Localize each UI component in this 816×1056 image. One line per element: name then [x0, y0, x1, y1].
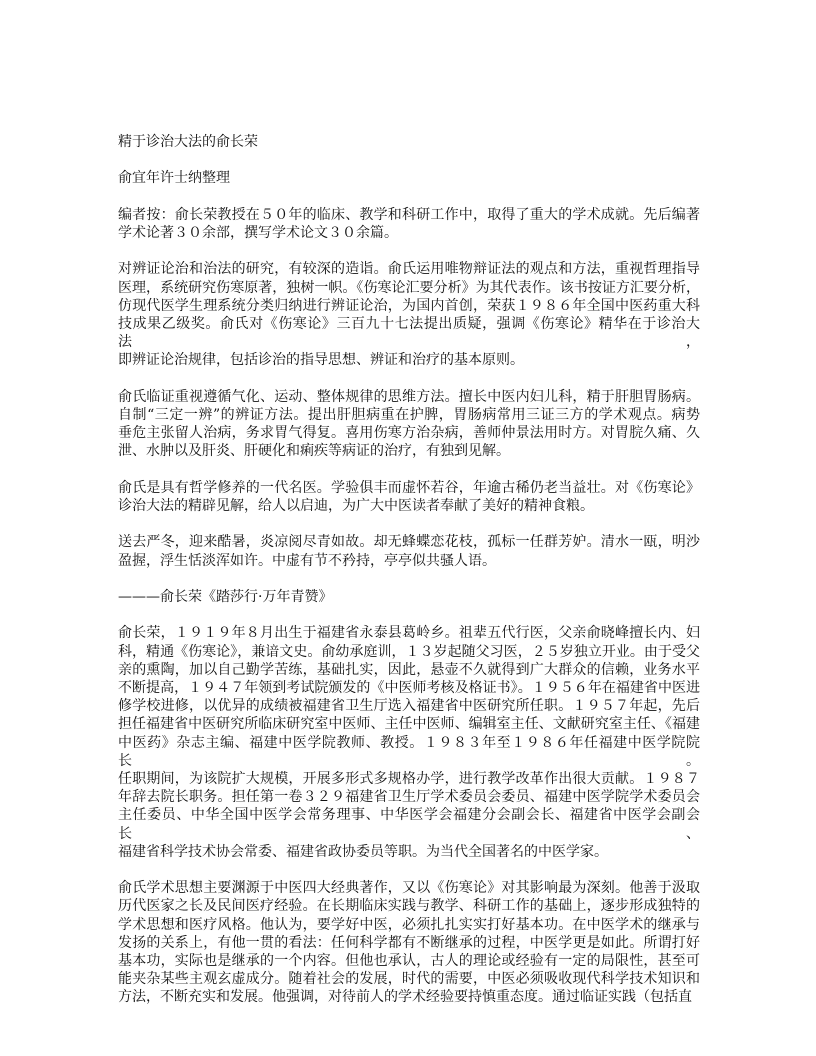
text-line: 俞氏是具有哲学修养的一代名医。学验俱丰而虚怀若谷，年逾古稀仍老当益壮。对《伤寒论》	[118, 479, 700, 496]
text-line: 历代医家之长及民间医疗经验。在长期临床实践与教学、科研工作的基础上，逐步形成独特的	[118, 898, 700, 915]
paragraph	[118, 260, 700, 369]
text-line: 俞氏学术思想主要渊源于中医四大经典著作，又以《伤寒论》对其影响最为深刻。他善于汲取	[118, 880, 700, 897]
text-line: 主任委员、中华全国中医学会常务理事、中华医学会福建分会副会长、福建省中医学会副会长、	[118, 807, 700, 842]
text-line: 送去严冬，迎来酷暑，炎凉阅尽青如故。却无蜂蝶恋花枝，孤标一任群芳妒。清水一瓯，明沙	[118, 534, 700, 551]
text-line: 学术思想和医疗风格。他认为，要学好中医，必须扎扎实实打好基本功。在中医学术的继承与	[118, 916, 700, 933]
text-line: 诊治大法的精辟见解，给人以启迪，为广大中医读者奉献了美好的精神食粮。	[118, 497, 594, 514]
text-line: 盈握，浮生恬淡浑如许。中虚有节不矜持，亭亭似共骚人语。	[118, 552, 496, 569]
paragraph	[118, 479, 700, 515]
text-line: 编者按：俞长荣教授在５０年的临床、教学和科研工作中，取得了重大的学术成就。先后编著	[118, 206, 700, 223]
text-line: 福建省科学技术协会常委、福建省政协委员等职。为当代全国著名的中医学家。	[118, 843, 608, 860]
text-line: 学术论著３０余部，撰写学术论文３０余篇。	[118, 224, 398, 241]
text-line: 发扬的关系上，有他一贯的看法：任何科学都有不断继承的过程，中医学更是如此。所谓打好	[118, 934, 700, 951]
text-line: 科，精通《伤寒论》，兼谙文史。俞幼承庭训，１３岁起随父习医，２５岁独立开业。由于受父	[118, 643, 700, 660]
paragraph	[118, 879, 700, 1006]
text-line: 俞长荣，１９１９年８月出生于福建省永泰县葛岭乡。祖辈五代行医，父亲俞晓峰擅长内、妇	[118, 625, 700, 642]
paragraph	[118, 588, 700, 606]
paragraph	[118, 206, 700, 242]
text-line: 对辨证论治和治法的研究，有较深的造诣。俞氏运用唯物辩证法的观点和方法，重视哲理指导	[118, 261, 700, 278]
text-line: 亲的熏陶，加以自己勤学苦练，基础扎实，因此，悬壶不久就得到广大群众的信赖，业务水平	[118, 661, 700, 678]
paragraph	[118, 624, 700, 861]
text-line: 基本功，实际也是继承的一个内容。但他也承认，古人的理论或经验有一定的局限性，甚至可	[118, 953, 700, 969]
author-text: 俞宜年许士纳整理	[118, 170, 230, 187]
text-line: 仿现代医学生理系统分类归纳进行辨证论治，为国内首创，荣获１９８６年全国中医药重大科	[118, 297, 700, 314]
text-line: 即辨证论治规律，包括诊治的指导思想、辨证和治疗的基本原则。	[118, 352, 524, 369]
text-line: 方法，不断充实和发展。他强调，对待前人的学术经验要持慎重态度。通过临证实践（包括直	[118, 989, 692, 1006]
document-title	[118, 133, 700, 151]
text-line: 医理，系统研究伤寒原著，独树一帜。《伤寒论汇要分析》为其代表作。该书按证方汇要分析，	[118, 279, 700, 296]
text-line: 中医药》杂志主编、福建中医学院教师、教授。１９８３年至１９８６年任福建中医学院院长。	[118, 734, 700, 769]
title-text: 精于诊治大法的俞长荣	[118, 134, 258, 150]
document-page	[118, 133, 700, 1025]
text-line: 修学校进修，以优异的成绩被福建省卫生厅选入福建省中医研究所任职。１９５７年起，先后	[118, 698, 700, 715]
text-line: 技成果乙级奖。俞氏对《伤寒论》三百九十七法提出质疑，强调《伤寒论》精华在于诊治大法，	[118, 315, 700, 351]
text-line: 垂危主张留人治病，务求胃气得复。喜用伤寒方治杂病，善师仲景法用时方。对胃脘久痛、久	[118, 425, 700, 442]
document-author	[118, 169, 700, 187]
text-line: 担任福建省中医研究所临床研究室中医师、主任中医师、编辑室主任、文献研究室主任、《福建	[118, 716, 700, 733]
paragraph	[118, 533, 700, 569]
text-line: 泄、水肿以及肝炎、肝硬化和痢疾等病证的治疗，有独到见解。	[118, 443, 510, 460]
text-line: 不断提高，１９４７年领到考试院颁发的《中医师考核及格证书》。１９５６年在福建省中医进	[118, 679, 700, 696]
paragraph	[118, 388, 700, 461]
text-line: 俞氏临证重视遵循气化、运动、整体规律的思维方法。擅长中医内妇儿科，精于肝胆胃肠病。	[118, 388, 700, 405]
text-line: 自制“三定一辨”的辨证方法。提出肝胆病重在护脾，胃肠病常用三证三方的学术观点。病势	[118, 406, 700, 423]
text-line: 年辞去院长职务。担任第一卷３２９福建省卫生厅学术委员会委员、福建中医学院学术委员会	[118, 789, 700, 806]
document-body	[118, 206, 700, 1007]
text-line: 任职期间，为该院扩大规模，开展多形式多规格办学，进行教学改革作出很大贡献。１９８７	[118, 770, 700, 787]
text-line: ———俞长荣《踏莎行·万年青赞》	[118, 588, 333, 605]
text-line: 能夹杂某些主观玄虚成分。随着社会的发展，时代的需要，中医必须吸收现代科学技术知识和	[118, 971, 700, 988]
